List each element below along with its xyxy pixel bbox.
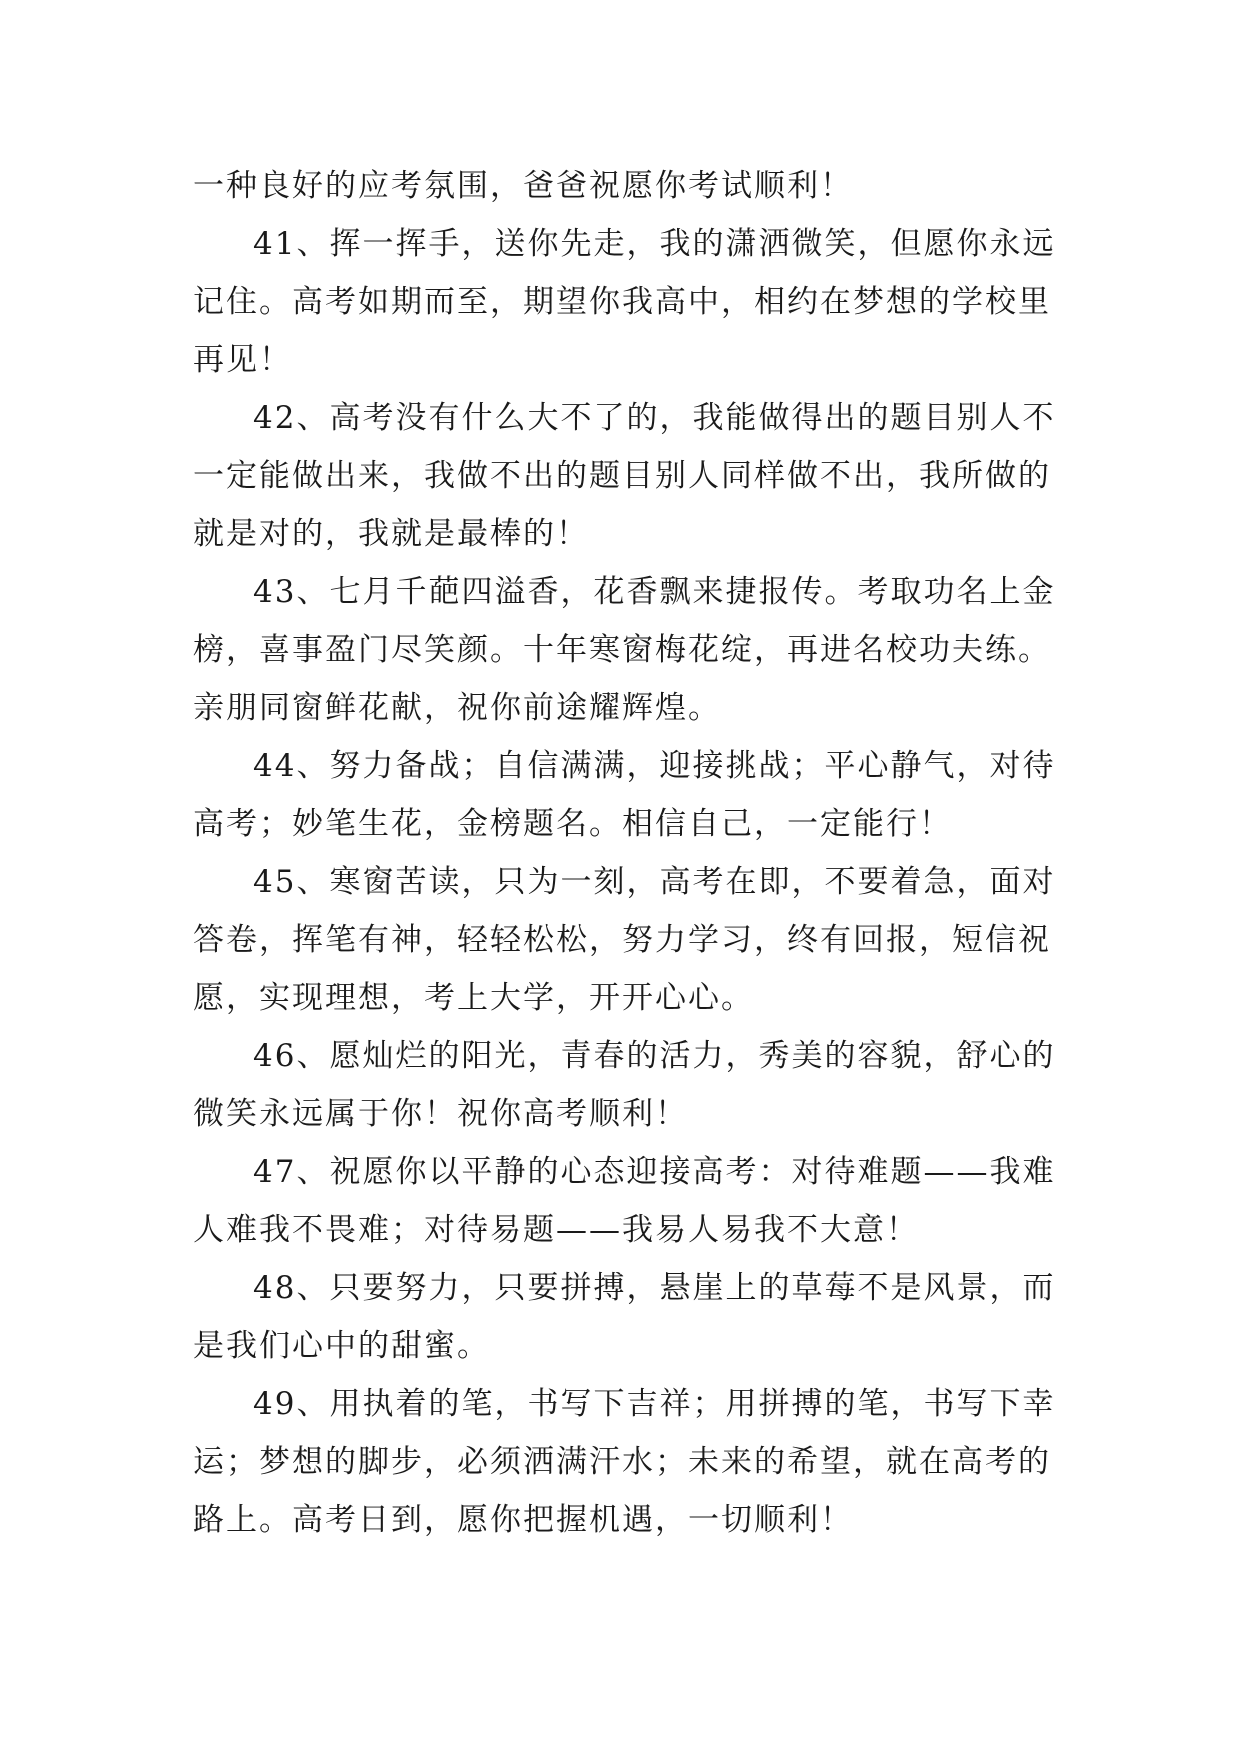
paragraph-48 xyxy=(193,1259,1073,1375)
text-line: 43、七月千葩四溢香，花香飘来捷报传。考取功名上金 xyxy=(253,574,1056,610)
text-line: 48、只要努力，只要拼搏，悬崖上的草莓不是风景，而 xyxy=(253,1270,1056,1306)
paragraph-continuation xyxy=(193,157,1073,215)
text-line: 46、愿灿烂的阳光，青春的活力，秀美的容貌，舒心的 xyxy=(253,1038,1056,1074)
text-line: 记住。高考如期而至，期望你我高中，相约在梦想的学校里 xyxy=(193,284,1051,320)
text-line: 答卷，挥笔有神，轻轻松松，努力学习，终有回报，短信祝 xyxy=(193,922,1051,958)
text-line: 运；梦想的脚步，必须洒满汗水；未来的希望，就在高考的 xyxy=(193,1444,1051,1480)
text-line: 高考；妙笔生花，金榜题名。相信自己，一定能行！ xyxy=(193,806,952,842)
paragraph-44 xyxy=(193,737,1073,853)
text-line: 榜，喜事盈门尽笑颜。十年寒窗梅花绽，再进名校功夫练。 xyxy=(193,632,1051,668)
text-line: 是我们心中的甜蜜。 xyxy=(193,1328,490,1364)
paragraph-43 xyxy=(193,563,1073,737)
text-line: 44、努力备战；自信满满，迎接挑战；平心静气，对待 xyxy=(253,748,1056,784)
text-line: 再见！ xyxy=(193,342,292,378)
text-line: 亲朋同窗鲜花献，祝你前途耀辉煌。 xyxy=(193,690,721,726)
paragraph-41 xyxy=(193,215,1073,389)
paragraph-42 xyxy=(193,389,1073,563)
text-line: 愿，实现理想，考上大学，开开心心。 xyxy=(193,980,754,1016)
text-line: 45、寒窗苦读，只为一刻，高考在即，不要着急，面对 xyxy=(253,864,1056,900)
text-line: 47、祝愿你以平静的心态迎接高考：对待难题——我难 xyxy=(253,1154,1056,1190)
text-line: 41、挥一挥手，送你先走，我的潇洒微笑，但愿你永远 xyxy=(253,226,1056,262)
paragraph-49 xyxy=(193,1375,1073,1549)
text-line: 49、用执着的笔，书写下吉祥；用拼搏的笔，书写下幸 xyxy=(253,1386,1056,1422)
text-line: 微笑永远属于你！祝你高考顺利！ xyxy=(193,1096,688,1132)
text-line: 就是对的，我就是最棒的！ xyxy=(193,516,589,552)
text-line: 路上。高考日到，愿你把握机遇，一切顺利！ xyxy=(193,1502,853,1538)
text-line: 一种良好的应考氛围，爸爸祝愿你考试顺利！ xyxy=(193,168,853,204)
document-body xyxy=(193,157,1073,1549)
paragraph-47 xyxy=(193,1143,1073,1259)
text-line: 人难我不畏难；对待易题——我易人易我不大意！ xyxy=(193,1212,919,1248)
text-line: 一定能做出来，我做不出的题目别人同样做不出，我所做的 xyxy=(193,458,1051,494)
text-line: 42、高考没有什么大不了的，我能做得出的题目别人不 xyxy=(253,400,1056,436)
paragraph-46 xyxy=(193,1027,1073,1143)
paragraph-45 xyxy=(193,853,1073,1027)
